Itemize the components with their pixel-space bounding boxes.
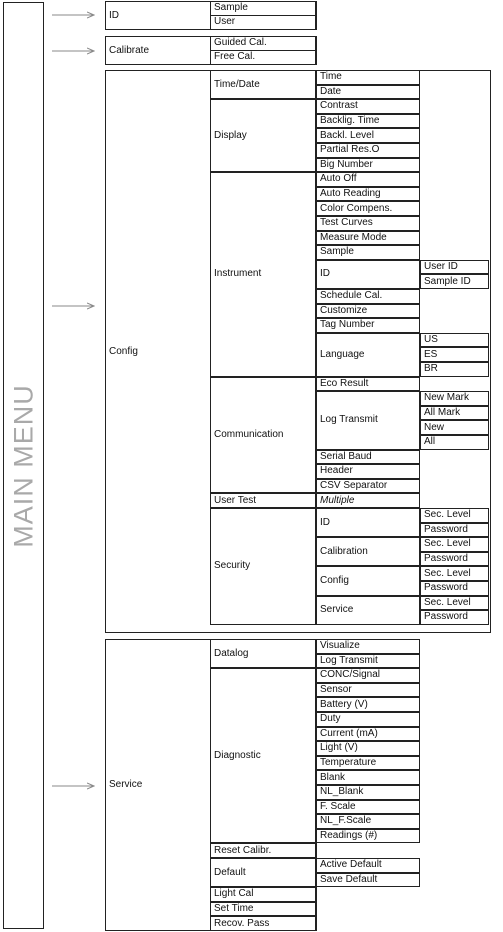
service-diagnostic: Diagnostic xyxy=(210,668,316,843)
calibrate-guided: Guided Cal. xyxy=(210,36,316,51)
service-diagnostic-item: NL_Blank xyxy=(316,785,420,800)
service-tail-item: Set Time xyxy=(210,902,316,917)
config-instrument-sample-id: Sample ID xyxy=(420,274,489,289)
service-diagnostic-item: Readings (#) xyxy=(316,829,420,844)
config-instrument-item: Tag Number xyxy=(316,318,420,333)
service-datalog-item: Log Transmit xyxy=(316,654,420,669)
config-instrument-item: Measure Mode xyxy=(316,231,420,246)
config-log-transmit: Log Transmit xyxy=(316,391,420,449)
config-instrument-item: Schedule Cal. xyxy=(316,289,420,304)
service-diagnostic-item: Battery (V) xyxy=(316,697,420,712)
config-instrument-item: Auto Reading xyxy=(316,187,420,202)
service-tail-item: Recov. Pass xyxy=(210,916,316,931)
service-diagnostic-item: Temperature xyxy=(316,756,420,771)
config-user-test: User Test xyxy=(210,493,316,508)
config-display-item: Big Number xyxy=(316,158,420,173)
config-instrument-item: Test Curves xyxy=(316,216,420,231)
service-diagnostic-item: F. Scale xyxy=(316,800,420,815)
config-communication-item: Serial Baud xyxy=(316,450,420,465)
service-diagnostic-item: Duty xyxy=(316,712,420,727)
config-time: Time xyxy=(316,70,420,85)
config-date: Date xyxy=(316,85,420,100)
service-diagnostic-item: Light (V) xyxy=(316,741,420,756)
service-diagnostic-item: Blank xyxy=(316,770,420,785)
calibrate-free: Free Cal. xyxy=(210,50,316,65)
config-log-transmit-item: New xyxy=(420,420,489,435)
service-datalog: Datalog xyxy=(210,639,316,668)
calibrate-group: Calibrate xyxy=(105,36,317,65)
config-eco-result: Eco Result xyxy=(316,377,420,392)
config-communication: Communication xyxy=(210,377,316,494)
config-communication-item: CSV Separator xyxy=(316,479,420,494)
config-instrument-id: ID xyxy=(316,260,420,289)
config-display-item: Partial Res.O xyxy=(316,143,420,158)
id-user: User xyxy=(210,15,316,30)
config-security-item: Sec. Level xyxy=(420,508,489,523)
service-diagnostic-item: CONC/Signal xyxy=(316,668,420,683)
service-diagnostic-item: Current (mA) xyxy=(316,727,420,742)
config-instrument-item: Color Compens. xyxy=(316,201,420,216)
service-diagnostic-item: Sensor xyxy=(316,683,420,698)
config-display-item: Backl. Level xyxy=(316,128,420,143)
config-security-item: Sec. Level xyxy=(420,596,489,611)
config-security-item: Sec. Level xyxy=(420,537,489,552)
config-security-item: Password xyxy=(420,581,489,596)
service-reset-calibr: Reset Calibr. xyxy=(210,843,316,858)
config-instrument-item: Sample xyxy=(316,245,420,260)
config-language-item: US xyxy=(420,333,489,348)
config-language: Language xyxy=(316,333,420,377)
config-time-date: Time/Date xyxy=(210,70,316,99)
config-security-group: ID xyxy=(316,508,420,537)
config-security-item: Password xyxy=(420,610,489,625)
service-diagnostic-item: NL_F.Scale xyxy=(316,814,420,829)
config-log-transmit-item: New Mark xyxy=(420,391,489,406)
config-language-item: BR xyxy=(420,362,489,377)
service-datalog-item: Visualize xyxy=(316,639,420,654)
config-user-test-value: Multiple xyxy=(316,493,420,508)
service-default-item: Save Default xyxy=(316,873,420,888)
config-security: Security xyxy=(210,508,316,625)
config-security-item: Password xyxy=(420,523,489,538)
service-group: Service xyxy=(105,639,317,931)
config-instrument: Instrument xyxy=(210,172,316,376)
config-log-transmit-item: All Mark xyxy=(420,406,489,421)
id-sample: Sample xyxy=(210,1,316,16)
config-display-item: Contrast xyxy=(316,99,420,114)
config-display: Display xyxy=(210,99,316,172)
service-default-item: Active Default xyxy=(316,858,420,873)
service-default: Default xyxy=(210,858,316,887)
service-tail-item: Light Cal xyxy=(210,887,316,902)
config-security-group: Service xyxy=(316,596,420,625)
config-security-group: Calibration xyxy=(316,537,420,566)
config-security-group: Config xyxy=(316,566,420,595)
config-display-item: Backlig. Time xyxy=(316,114,420,129)
config-security-item: Password xyxy=(420,552,489,567)
config-instrument-item: Auto Off xyxy=(316,172,420,187)
config-group: Config xyxy=(105,70,491,633)
config-language-item: ES xyxy=(420,347,489,362)
config-instrument-user-id: User ID xyxy=(420,260,489,275)
config-security-item: Sec. Level xyxy=(420,566,489,581)
config-log-transmit-item: All xyxy=(420,435,489,450)
id-group: ID xyxy=(105,1,317,30)
config-instrument-item: Customize xyxy=(316,304,420,319)
main-menu-label: MAIN MENU xyxy=(8,383,38,548)
config-communication-item: Header xyxy=(316,464,420,479)
